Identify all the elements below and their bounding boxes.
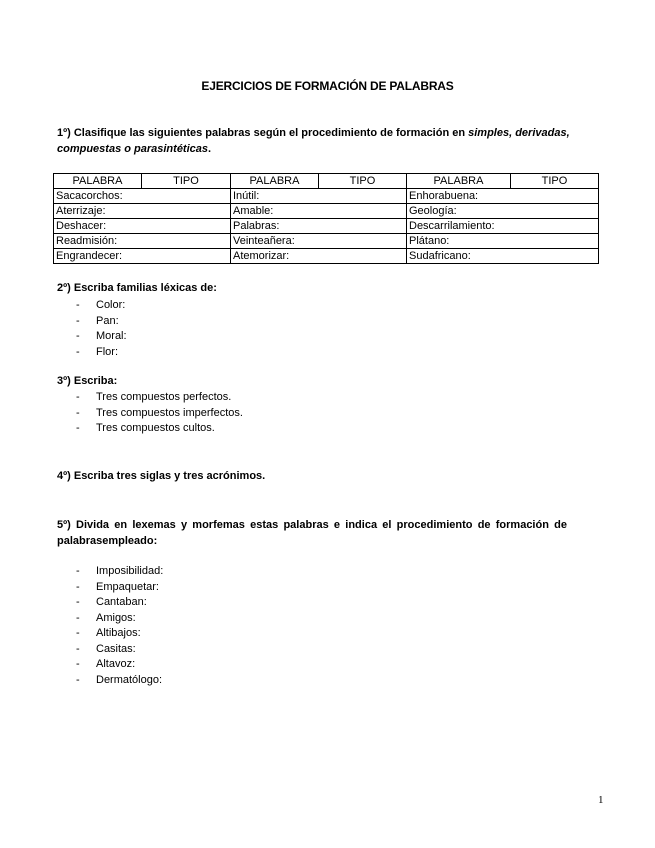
question-1-end: . — [208, 143, 212, 155]
question-2-list — [57, 298, 127, 360]
question-3-list — [57, 390, 243, 437]
word-cell: Sudafricano: — [407, 249, 599, 264]
question-4-heading: 4º) Escriba tres siglas y tres acrónimos. — [57, 470, 266, 482]
list-item: - Empaquetar: — [57, 580, 163, 596]
header-palabra: PALABRA — [54, 174, 142, 189]
list-item: - Color: — [57, 298, 127, 314]
list-item: - Moral: — [57, 329, 127, 345]
word-cell: Deshacer: — [54, 219, 231, 234]
table-row — [54, 204, 599, 219]
list-item: - Flor: — [57, 345, 127, 361]
page-number: 1 — [598, 794, 604, 806]
list-item: - Casitas: — [57, 642, 163, 658]
list-item: - Dermatólogo: — [57, 673, 163, 689]
header-tipo: TIPO — [511, 174, 599, 189]
list-item: - Cantaban: — [57, 595, 163, 611]
classification-table — [53, 173, 599, 264]
list-item: - Imposibilidad: — [57, 564, 163, 580]
word-cell: Palabras: — [231, 219, 407, 234]
word-cell: Amable: — [231, 204, 407, 219]
list-item: - Tres compuestos perfectos. — [57, 390, 243, 406]
question-3-heading: 3º) Escriba: — [57, 375, 118, 387]
list-item: - Altavoz: — [57, 657, 163, 673]
table-row — [54, 249, 599, 264]
page-title: EJERCICIOS DE FORMACIÓN DE PALABRAS — [201, 79, 454, 93]
question-5-list — [57, 564, 163, 688]
question-1 — [57, 125, 602, 157]
word-cell: Engrandecer: — [54, 249, 231, 264]
list-item: - Tres compuestos imperfectos. — [57, 406, 243, 422]
word-cell: Geología: — [407, 204, 599, 219]
list-item: - Altibajos: — [57, 626, 163, 642]
question-5-heading: 5º) Divida en lexemas y morfemas estas palabras e indica el procedimiento de formación de palabrasempleado: — [57, 519, 567, 547]
header-tipo: TIPO — [142, 174, 231, 189]
list-item: - Tres compuestos cultos. — [57, 421, 243, 437]
table-row — [54, 234, 599, 249]
word-cell: Aterrizaje: — [54, 204, 231, 219]
header-tipo: TIPO — [319, 174, 407, 189]
table-header-row — [54, 174, 599, 189]
question-1-italic: simples, derivadas, compuestas o parasintéticas — [57, 127, 570, 155]
question-1-text: 1º) Clasifique las siguientes palabras según el procedimiento de formación en — [57, 127, 469, 139]
word-cell: Inútil: — [231, 189, 407, 204]
word-cell: Atemorizar: — [231, 249, 407, 264]
word-cell: Readmisión: — [54, 234, 231, 249]
header-palabra: PALABRA — [231, 174, 319, 189]
word-cell: Plátano: — [407, 234, 599, 249]
word-cell: Sacacorchos: — [54, 189, 231, 204]
list-item: - Pan: — [57, 314, 127, 330]
list-item: - Amigos: — [57, 611, 163, 627]
header-palabra: PALABRA — [407, 174, 511, 189]
word-cell: Veinteañera: — [231, 234, 407, 249]
table-row — [54, 219, 599, 234]
word-cell: Enhorabuena: — [407, 189, 599, 204]
word-cell: Descarrilamiento: — [407, 219, 599, 234]
table-row — [54, 189, 599, 204]
question-2-heading: 2º) Escriba familias léxicas de: — [57, 282, 217, 294]
